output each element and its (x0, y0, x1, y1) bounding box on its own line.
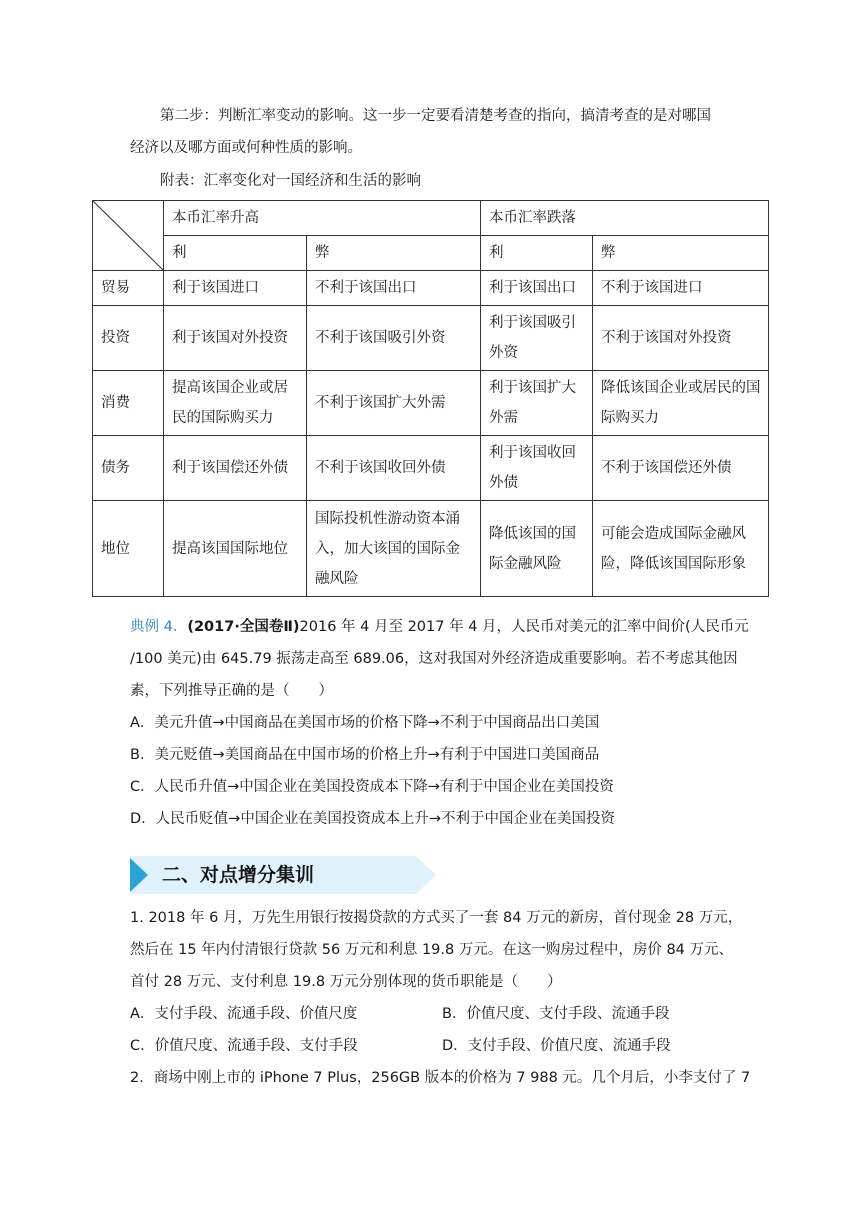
table-cell: 降低该国的国际金融风险 (481, 501, 593, 597)
example4-line2: /100 美元)由 645.79 振荡走高至 689.06，这对我国对外经济造成重要影响。若不考虑其他因 (130, 651, 738, 667)
table-row (93, 271, 769, 306)
table-cell: 可能会造成国际金融风险，降低该国国际形象 (593, 501, 769, 597)
header-fall: 本币汇率跌落 (481, 201, 769, 236)
q1-option-a: A．支付手段、流通手段、价值尺度 (130, 1006, 358, 1022)
row-label: 贸易 (93, 271, 164, 306)
row-label: 消费 (93, 371, 164, 436)
table-caption: 附表：汇率变化对一国经济和生活的影响 (160, 173, 421, 189)
table-cell: 利于该国偿还外债 (164, 436, 307, 501)
row-label: 地位 (93, 501, 164, 597)
table-cell: 利于该国进口 (164, 271, 307, 306)
row-label: 投资 (93, 306, 164, 371)
option-b: B．美元贬值→美国商品在中国市场的价格上升→有利于中国进口美国商品 (130, 747, 600, 763)
option-c: C．人民币升值→中国企业在美国投资成本下降→有利于中国企业在美国投资 (130, 779, 614, 795)
example-source: (2017·全国卷Ⅱ) (187, 619, 300, 635)
example4-line1 (130, 617, 749, 637)
step2-line1: 第二步：判断汇率变动的影响。这一步一定要看清楚考查的指向，搞清考查的是对哪国 (160, 108, 711, 124)
table-cell: 不利于该国扩大外需 (307, 371, 481, 436)
table-row (93, 371, 769, 436)
example-text: 2016 年 4 月至 2017 年 4 月，人民币对美元的汇率中间价(人民币元 (299, 619, 749, 635)
section-title: 二、对点增分集训 (162, 864, 315, 886)
table-row (93, 306, 769, 371)
subheader-fall-pro: 利 (481, 236, 593, 271)
subheader-rise-con: 弊 (307, 236, 481, 271)
table-cell: 不利于该国吸引外资 (307, 306, 481, 371)
table-cell: 利于该国对外投资 (164, 306, 307, 371)
step2-line2: 经济以及哪方面或何种性质的影响。 (130, 140, 362, 156)
table-cell: 利于该国出口 (481, 271, 593, 306)
q1-option-c: C．价值尺度、流通手段、支付手段 (130, 1038, 358, 1054)
table-cell: 提高该国企业或居民的国际购买力 (164, 371, 307, 436)
table-cell: 不利于该国进口 (593, 271, 769, 306)
subheader-rise-pro: 利 (164, 236, 307, 271)
table-corner-cell (93, 201, 164, 271)
q1-line3: 首付 28 万元、支付利息 19.8 万元分别体现的货币职能是（ ） (130, 974, 562, 990)
q2-line1: 2．商场中刚上市的 iPhone 7 Plus，256GB 版本的价格为 7 988 元。几个月后，小李支付了 7 (130, 1070, 751, 1086)
exchange-rate-table (92, 200, 769, 597)
example-tag: 典例 4． (130, 619, 188, 635)
header-rise: 本币汇率升高 (164, 201, 481, 236)
row-label: 债务 (93, 436, 164, 501)
table-cell: 不利于该国收回外债 (307, 436, 481, 501)
table-cell: 国际投机性游动资本涌入，加大该国的国际金融风险 (307, 501, 481, 597)
example4-line3: 素，下列推导正确的是（ ） (130, 683, 333, 699)
option-d: D．人民币贬值→中国企业在美国投资成本上升→不利于中国企业在美国投资 (130, 811, 615, 827)
table-cell: 利于该国收回外债 (481, 436, 593, 501)
table-cell: 提高该国国际地位 (164, 501, 307, 597)
table-row (93, 436, 769, 501)
q1-line1: 1. 2018 年 6 月，万先生用银行按揭贷款的方式买了一套 84 万元的新房，首付现金 28 万元， (130, 910, 743, 926)
diagonal-line (93, 201, 163, 270)
table-cell: 利于该国扩大外需 (481, 371, 593, 436)
table-row (93, 501, 769, 597)
q1-option-b: B．价值尺度、支付手段、流通手段 (442, 1006, 670, 1022)
q1-option-d: D．支付手段、价值尺度、流通手段 (442, 1038, 671, 1054)
q1-line2: 然后在 15 年内付清银行贷款 56 万元和利息 19.8 万元。在这一购房过程中，房价 84 万元、 (130, 942, 734, 958)
subheader-fall-con: 弊 (593, 236, 769, 271)
table-cell: 利于该国吸引外资 (481, 306, 593, 371)
table-cell: 不利于该国对外投资 (593, 306, 769, 371)
option-a: A．美元升值→中国商品在美国市场的价格下降→不利于中国商品出口美国 (130, 715, 600, 731)
table-cell: 降低该国企业或居民的国际购买力 (593, 371, 769, 436)
table-cell: 不利于该国出口 (307, 271, 481, 306)
table-cell: 不利于该国偿还外债 (593, 436, 769, 501)
